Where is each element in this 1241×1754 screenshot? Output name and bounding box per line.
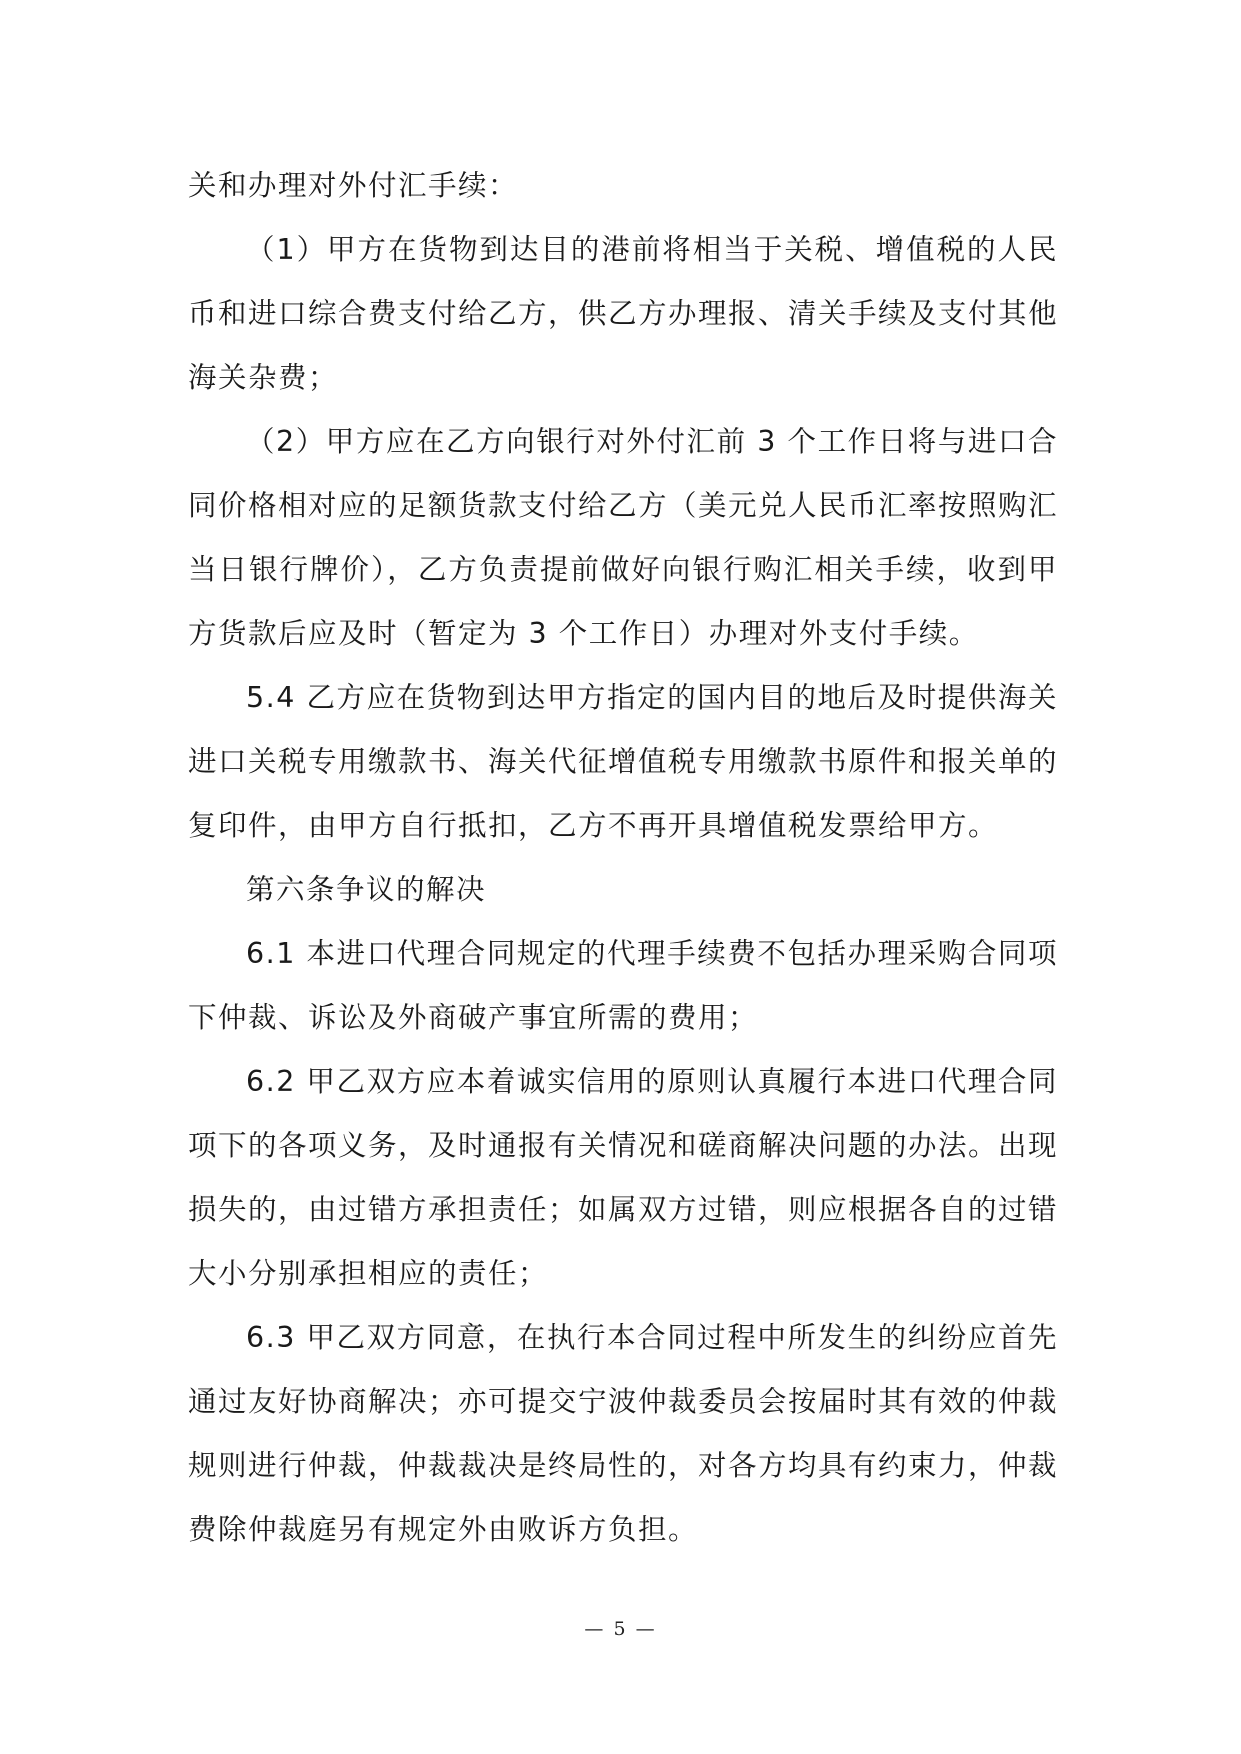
section-heading-article-6: 第六条争议的解决 bbox=[246, 873, 487, 906]
document-body bbox=[188, 154, 1058, 1562]
paragraph-continuation: 关和办理对外付汇手续： bbox=[188, 169, 519, 202]
paragraph-clause-6-2: 6.2 甲乙双方应本着诚实信用的原则认真履行本进口代理合同项下的各项义务，及时通报有关情况和磋商解决问题的办法。出现损失的，由过错方承担责任；如属双方过错，则应根据各自的过错大小分别承担相应的责任； bbox=[188, 1065, 1059, 1290]
paragraph-item-1: （1）甲方在货物到达目的港前将相当于关税、增值税的人民币和进口综合费支付给乙方，供乙方办理报、清关手续及支付其他海关杂费； bbox=[188, 233, 1059, 394]
paragraph-item-2: （2）甲方应在乙方向银行对外付汇前 3 个工作日将与进口合同价格相对应的足额货款支付给乙方（美元兑人民币汇率按照购汇当日银行牌价），乙方负责提前做好向银行购汇相关手续，收到甲方货款后应及时（暂定为 3 个工作日）办理对外支付手续。 bbox=[188, 425, 1059, 650]
paragraph-clause-6-1: 6.1 本进口代理合同规定的代理手续费不包括办理采购合同项下仲裁、诉讼及外商破产事宜所需的费用； bbox=[188, 937, 1058, 1034]
paragraph-clause-6-3: 6.3 甲乙双方同意，在执行本合同过程中所发生的纠纷应首先通过友好协商解决；亦可提交宁波仲裁委员会按届时其有效的仲裁规则进行仲裁，仲裁裁决是终局性的，对各方均具有约束力，仲裁费除仲裁庭另有规定外由败诉方负担。 bbox=[188, 1321, 1059, 1546]
page-number: — 5 — bbox=[584, 1618, 657, 1640]
paragraph-clause-5-4: 5.4 乙方应在货物到达甲方指定的国内目的地后及时提供海关进口关税专用缴款书、海关代征增值税专用缴款书原件和报关单的复印件，由甲方自行抵扣，乙方不再开具增值税发票给甲方。 bbox=[188, 681, 1059, 842]
